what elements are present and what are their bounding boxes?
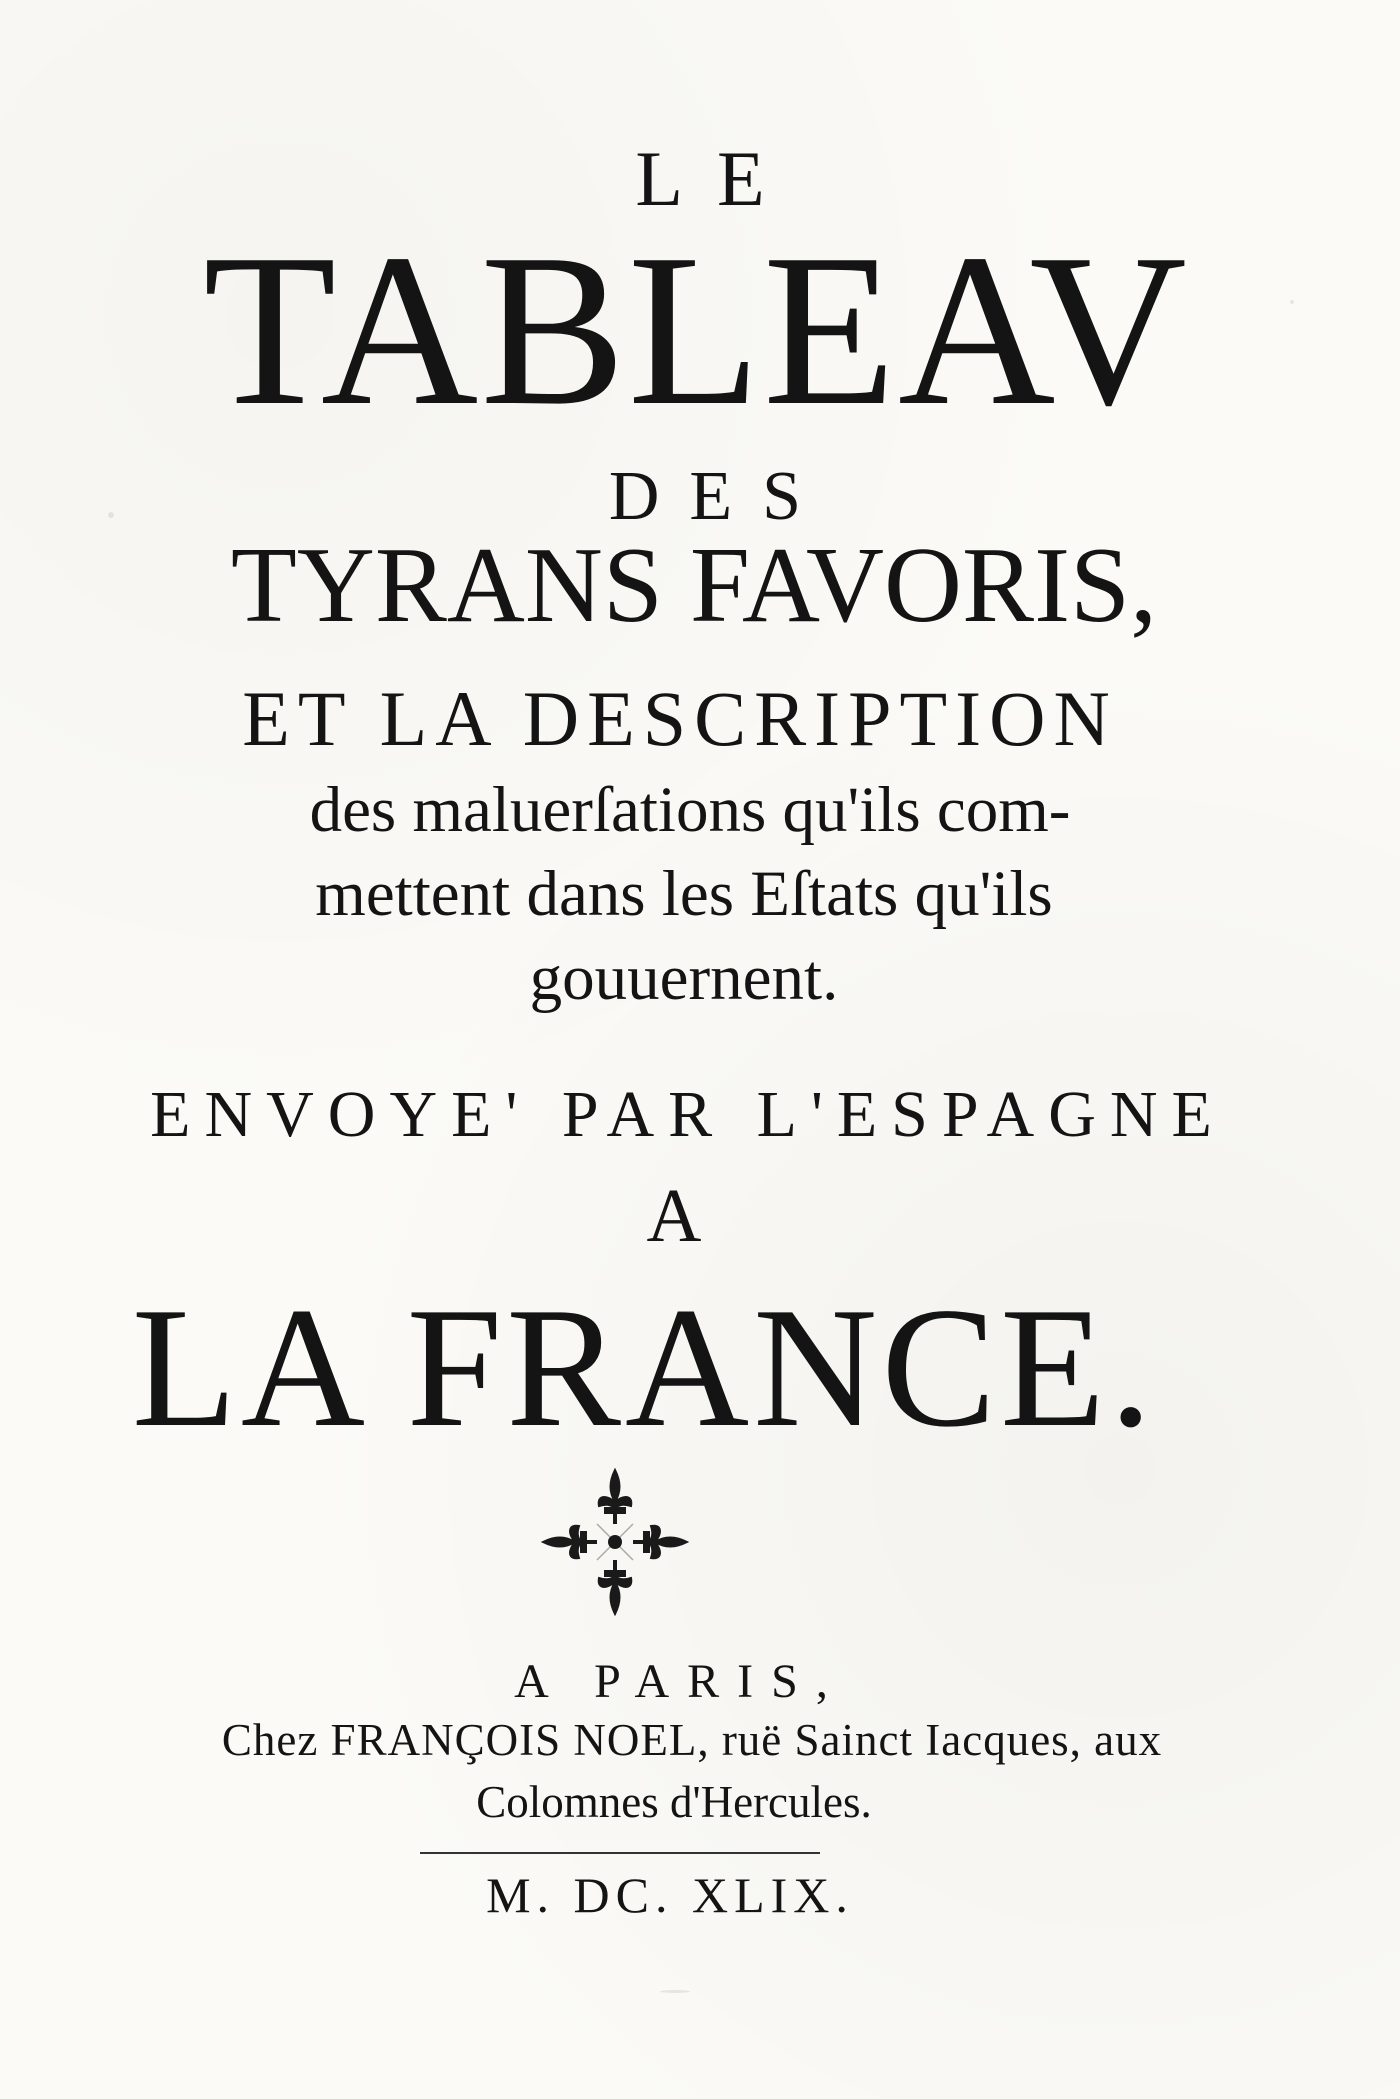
imprint-printer-line: Chez FRANÇOIS NOEL, ruë Sainct Iacques, aux: [221, 1715, 1163, 1765]
title-word-des: DES: [608, 458, 832, 535]
title-word-tableau: TABLEAV: [203, 210, 1189, 451]
title-tyrans-favoris: TYRANS FAVORIS,: [230, 526, 1158, 645]
imprint-a-paris: A PARIS,: [514, 1655, 846, 1708]
fleur-de-lis-ornament-icon: [535, 1462, 695, 1622]
imprint-divider: [420, 1852, 820, 1854]
imprint-date: M. DC. XLIX.: [486, 1867, 854, 1923]
title-word-a: A: [646, 1174, 702, 1258]
ink-speck: [660, 1990, 690, 1993]
title-envoye-par-espagne: ENVOYE' PAR L'ESPAGNE: [150, 1078, 1226, 1151]
imprint-address-line: Colomnes d'Hercules.: [476, 1777, 872, 1827]
subtitle-line-1: des maluerſations qu'ils com-: [309, 774, 1071, 846]
title-word-le: LE: [635, 135, 799, 222]
subtitle-line-2: mettent dans les Eſtats qu'ils: [315, 858, 1053, 930]
title-la-france: LA FRANCE.: [131, 1273, 1157, 1463]
subtitle-line-3: gouuernent.: [529, 942, 839, 1014]
title-et-la-description: ET LA DESCRIPTION: [242, 675, 1118, 762]
